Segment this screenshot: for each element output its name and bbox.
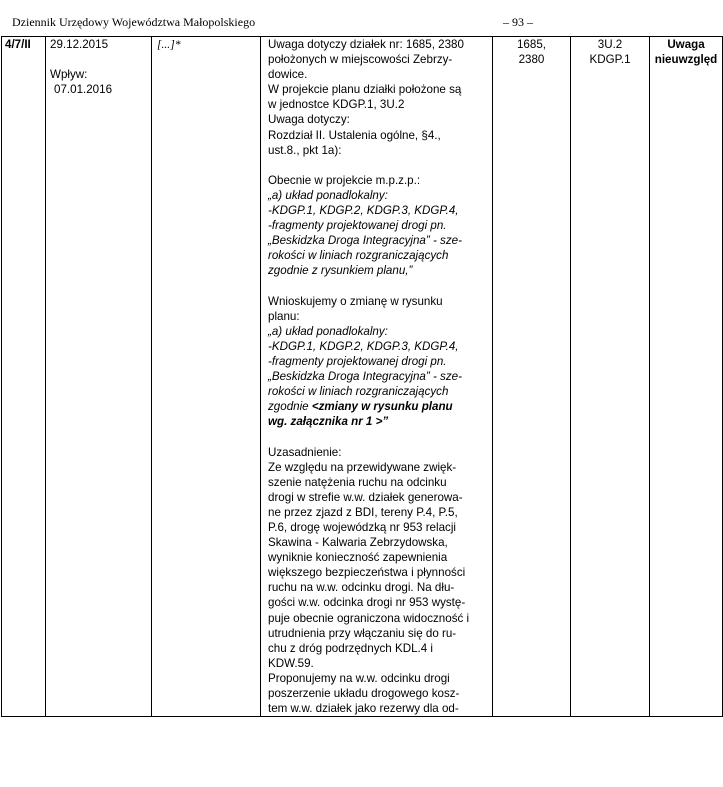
content-line: „Beskidzka Droga Integracyjna” - sze-	[268, 370, 462, 384]
journal-title: Dziennik Urzędowy Województwa Małopolskiego	[12, 15, 256, 29]
content-line: ruchu na w.w. odcinku drogi. Na dłu-	[268, 581, 455, 595]
current-plan-heading: Obecnie w projekcie m.p.z.p.:	[268, 173, 421, 187]
content-line: drogi w strefie w.w. działek generowa-	[268, 490, 463, 504]
request-heading: planu:	[268, 309, 300, 323]
justification-heading: Uzasadnienie:	[268, 445, 342, 459]
content-line: zgodnie z rysunkiem planu,”	[268, 264, 413, 278]
page-number: – 93 –	[503, 15, 533, 29]
submission-date: 29.12.2015	[50, 38, 109, 51]
content-line: puje obecnie ograniczona widoczność i	[268, 611, 470, 625]
plan-unit: KDGP.1	[589, 53, 631, 67]
parcel-number: 1685,	[516, 38, 546, 51]
request-heading: Wnioskujemy o zmianę w rysunku	[268, 294, 443, 308]
content-line: większego bezpieczeństwa i płynności	[268, 566, 466, 580]
content-line: szenie natężenia ruchu na odcinku	[268, 475, 447, 489]
content-line: Uwaga dotyczy:	[268, 113, 350, 127]
date-cell	[46, 37, 152, 717]
parcel-numbers	[493, 37, 571, 717]
inflow-label: Wpływ:	[50, 68, 88, 82]
content-line: gości w.w. odcinka drogi nr 953 wystę-	[268, 596, 466, 610]
redacted-text: [...]*	[157, 38, 181, 51]
content-line: W projekcie planu działki położone są	[268, 83, 462, 97]
resolution-cell	[650, 37, 723, 717]
plan-unit: 3U.2	[597, 38, 623, 51]
content-line: wyniknie konieczność zapewnienia	[268, 551, 448, 565]
content-line: KDW.59.	[268, 656, 314, 670]
content-line: -fragmenty projektowanej drogi pn.	[268, 219, 447, 233]
inflow-date: 07.01.2016	[54, 83, 113, 97]
resolution-text: nieuwzględ	[654, 53, 718, 67]
content-line: chu z dróg podrzędnych KDL.4 i	[268, 641, 433, 655]
content-line: ne przez zjazd z BDI, tereny P.4, P.5,	[268, 505, 458, 519]
bold-change-text: <zmiany w rysunku planu	[311, 400, 453, 414]
content-line: tem w.w. działek jako rezerwy dla od-	[268, 702, 459, 716]
redacted-cell	[152, 37, 261, 717]
resolution-text: Uwaga	[667, 38, 705, 51]
content-line: -fragmenty projektowanej drogi pn.	[268, 354, 447, 368]
content-line: „Beskidzka Droga Integracyjna” - sze-	[268, 234, 462, 248]
content-line: rokości w liniach rozgraniczających	[268, 249, 449, 263]
parcel-number: 2380	[518, 53, 545, 67]
content-text: zgodnie	[268, 400, 312, 414]
content-line: poszerzenie układu drogowego kosz-	[268, 687, 460, 701]
content-line: Ze względu na przewidywane zwięk-	[268, 460, 457, 474]
content-line: ust.8., pkt 1a):	[268, 143, 342, 157]
content-line: Skawina - Kalwaria Zebrzydowska,	[268, 536, 448, 550]
remark-id: 4/7/II	[2, 37, 46, 717]
content-line: w jednostce KDGP.1, 3U.2	[268, 98, 405, 112]
content-line: położonych w miejscowości Zebrzy-	[268, 53, 453, 67]
remarks-table	[1, 36, 723, 717]
content-line	[268, 399, 492, 414]
content-line: -KDGP.1, KDGP.2, KDGP.3, KDGP.4,	[268, 204, 459, 218]
plan-units	[571, 37, 650, 717]
table-row	[2, 37, 723, 717]
content-line: „a) układ ponadlokalny:	[268, 324, 388, 338]
content-line: rokości w liniach rozgraniczających	[268, 385, 449, 399]
bold-change-text: wg. załącznika nr 1 >”	[268, 415, 389, 429]
content-line: Rozdział II. Ustalenia ogólne, §4.,	[268, 128, 441, 142]
content-line: -KDGP.1, KDGP.2, KDGP.3, KDGP.4,	[268, 339, 459, 353]
content-line: P.6, drogę wojewódzką nr 953 relacji	[268, 521, 456, 534]
remark-content	[261, 37, 493, 717]
content-line: utrudnienia przy włączaniu się do ru-	[268, 626, 457, 640]
content-line: dowice.	[268, 68, 308, 82]
content-line: Proponujemy na w.w. odcinku drogi	[268, 671, 450, 685]
content-line: „a) układ ponadlokalny:	[268, 188, 388, 202]
content-line: Uwaga dotyczy działek nr: 1685, 2380	[268, 38, 464, 51]
